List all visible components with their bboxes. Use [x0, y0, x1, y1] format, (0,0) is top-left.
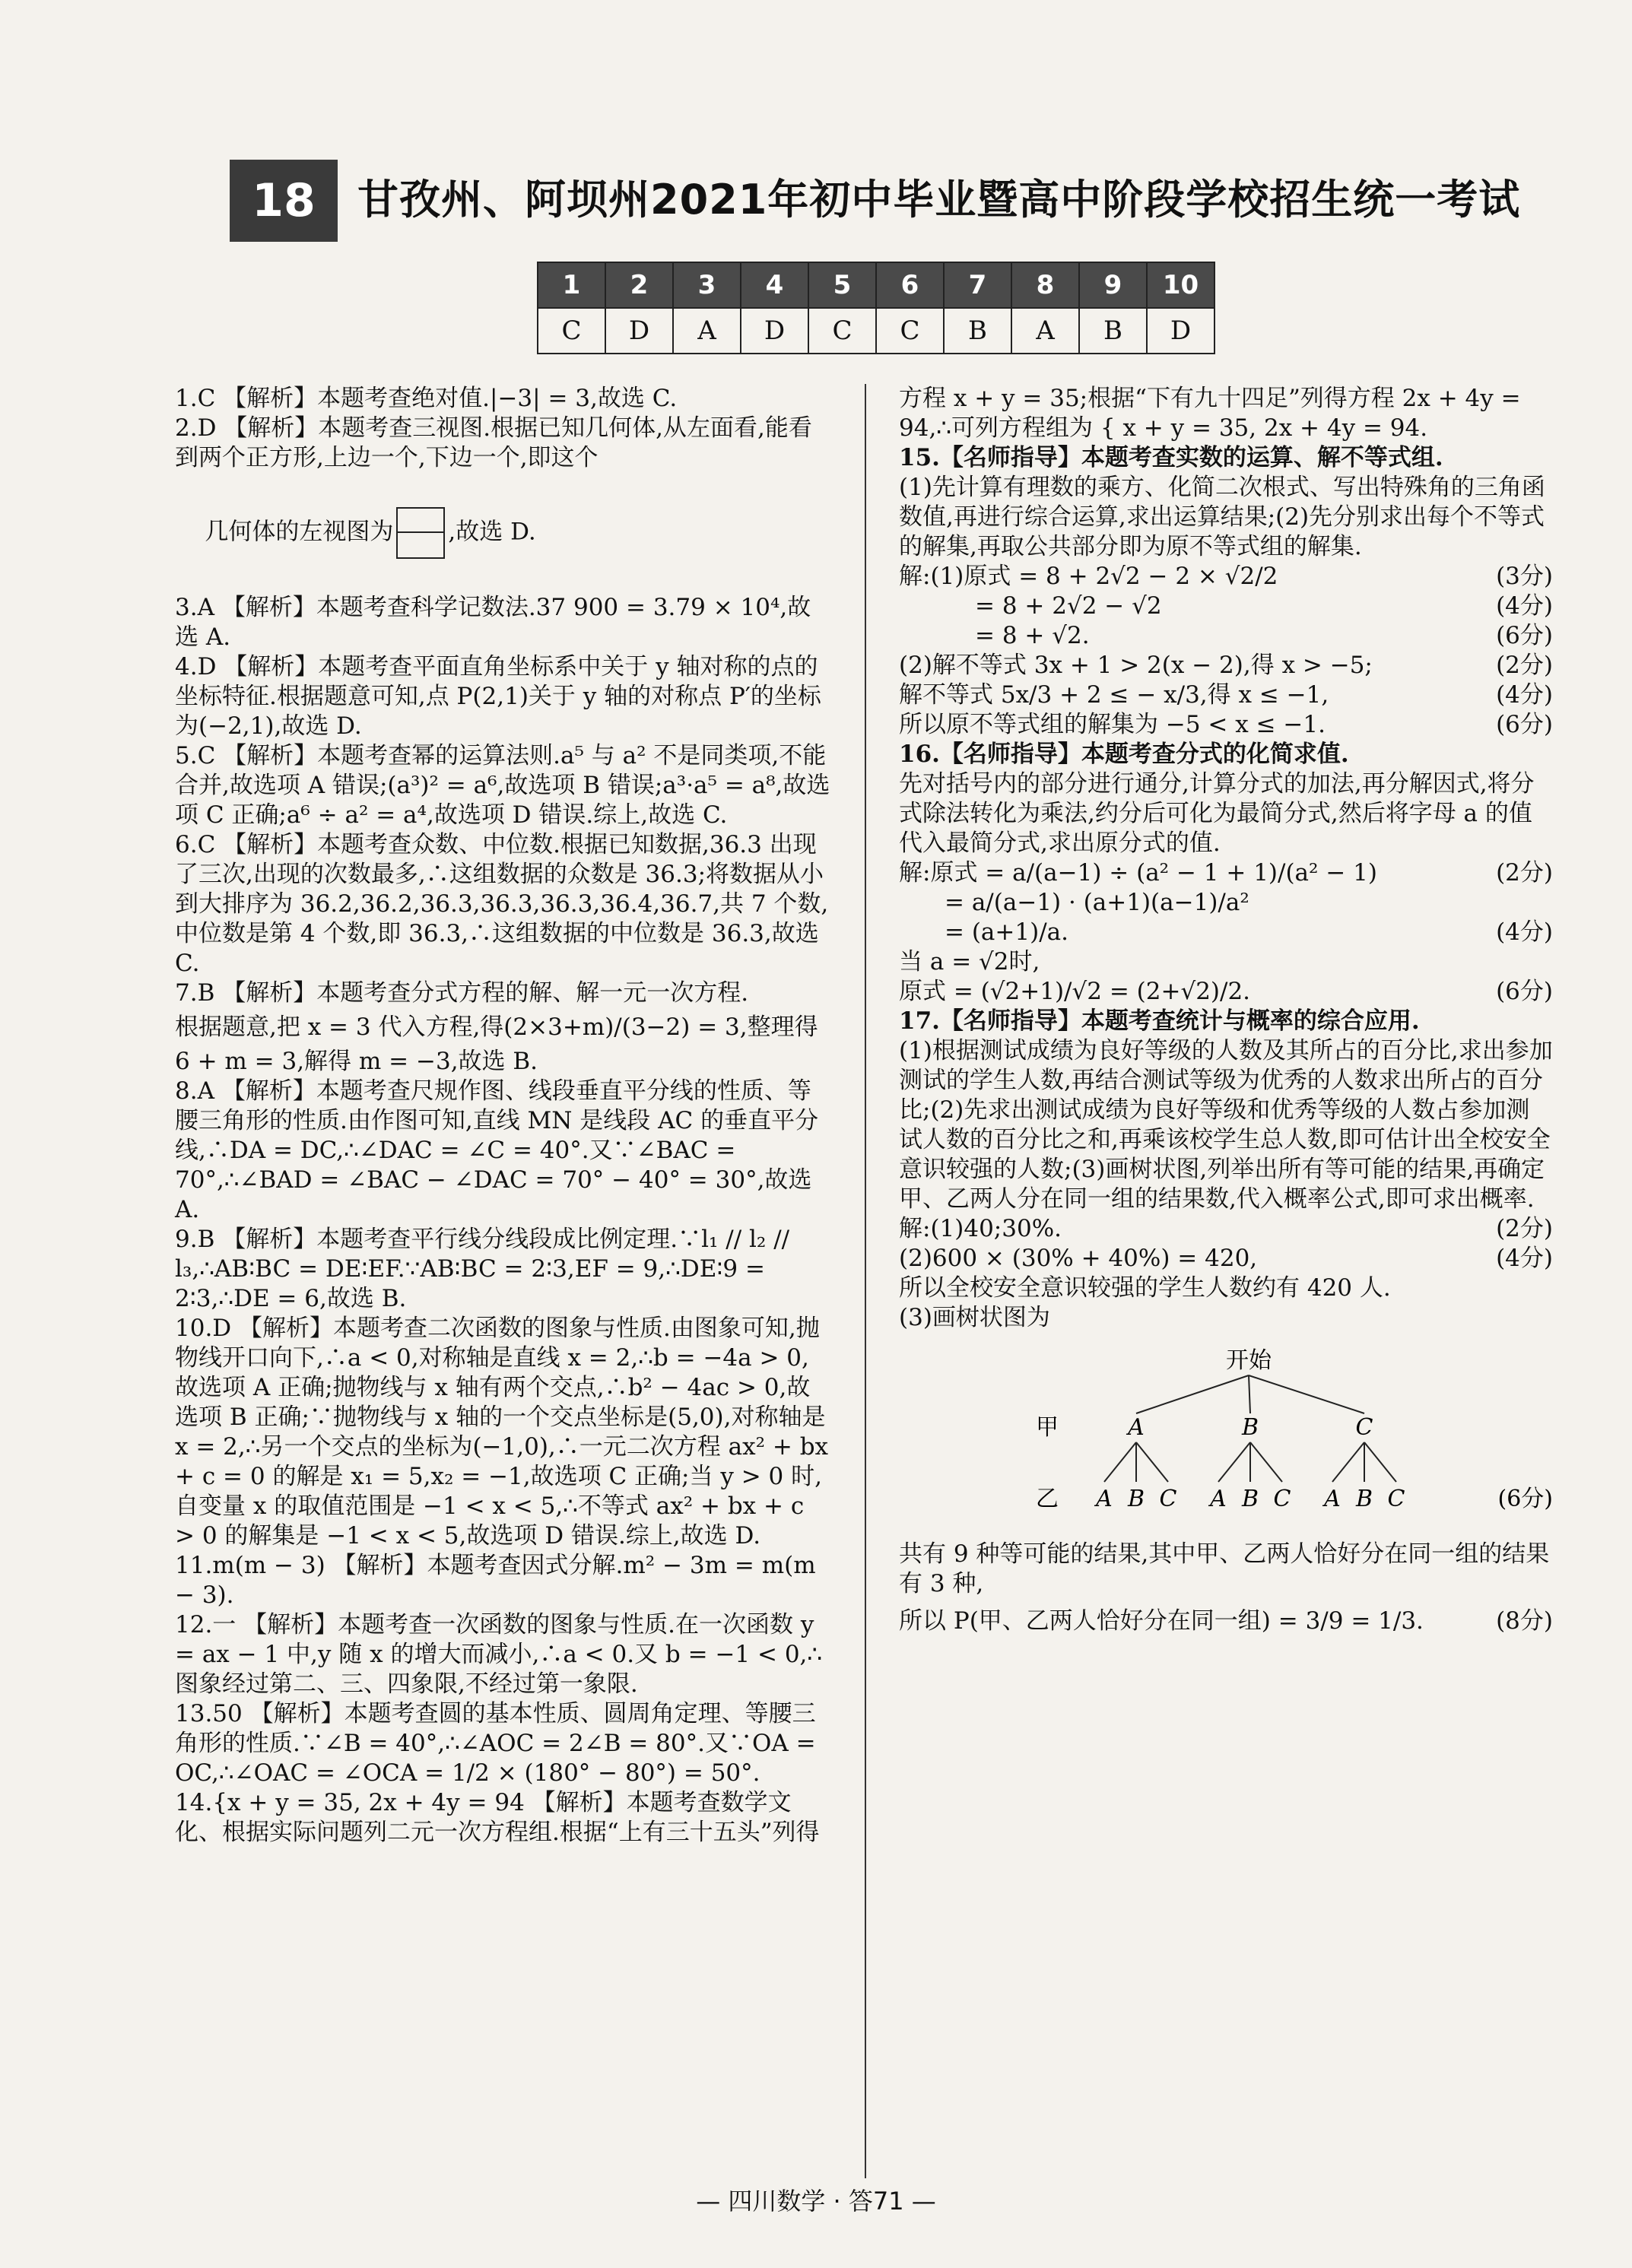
step-text: 解:(1)40;30%.: [899, 1215, 1062, 1242]
q-number: 9: [1079, 262, 1147, 308]
tree-edge: [1250, 1442, 1282, 1482]
step-text: 原式 = (√2+1)/√2 = (2+√2)/2.: [899, 978, 1251, 1005]
tree-label-yi: 乙: [1036, 1486, 1059, 1512]
step-text: = 8 + 2√2 − √2: [975, 592, 1162, 620]
step-text: = 8 + √2.: [975, 622, 1090, 649]
q-number: 1: [538, 262, 605, 308]
answer-17-guide: (1)根据测试成绩为良好等级的人数及其所占的百分比,求出参加测试的学生人数,再结合测试等级为优秀的人数求出所占的百分比;(2)先求出测试成绩为良好等级和优秀等级的人数占参加测试人数的百分比之和,再乘该校学生总人数,即可估计出全校安全意识较强的人数;(3)画树状图,列举出所有等可能的结果,再确定甲、乙两人分在同一组的结果数,代入概率公式,即可求出概率.: [899, 1037, 1553, 1213]
left-column: [175, 384, 836, 1848]
answer-17-head: 17.【名师指导】本题考查统计与概率的综合应用.: [899, 1007, 1420, 1035]
step-text: 解:原式 = a/(a−1) ÷ (a² − 1 + 1)/(a² − 1): [899, 859, 1377, 887]
answer-10: 10.D 【解析】本题考查二次函数的图象与性质.由图象可知,抛物线开口向下,∴a < 0,对称轴是直线 x = 2,∴b = −4a > 0,故选项 A 正确;抛物线与 x 轴有两个交点,∴b² − 4ac > 0,故选项 B 正确;∵抛物线与 x 轴的一个交点坐标是(5,0),对称轴是 x = 2,∴另一个交点的坐标为(−1,0),∴一元二次方程 ax² + bx + c = 0 的解是 x₁ = 5,x₂ = −1,故选项 C 正确;当 y > 0 时,自变量 x 的取值范围是 −1 < x < 5,∴不等式 ax² + bx + c > 0 的解集是 −1 < x < 5,故选项 D 错误.综上,故选 D.: [175, 1315, 836, 1550]
answer-2-tail: ,故选 D.: [448, 518, 536, 546]
answer-cell: D: [605, 308, 673, 354]
column-divider: [865, 384, 866, 2178]
answer-cell: D: [1147, 308, 1214, 354]
answer-cell: C: [876, 308, 944, 354]
answer-cell: C: [808, 308, 876, 354]
q-number: 8: [1011, 262, 1079, 308]
tree-root-label: 开始: [1226, 1347, 1272, 1374]
step-text: = a/(a−1) · (a+1)(a−1)/a²: [945, 889, 1249, 916]
q-number: 10: [1147, 262, 1214, 308]
score: (4分): [1496, 1245, 1553, 1272]
page-title: 甘孜州、阿坝州2021年初中毕业暨高中阶段学校招生统一考试: [357, 176, 1521, 224]
answer-2-figure-line: [175, 477, 830, 588]
tree-leaf: C: [1273, 1486, 1291, 1512]
answer-cell: A: [1011, 308, 1079, 354]
q-number: 4: [741, 262, 808, 308]
score: (8分): [1496, 1607, 1553, 1635]
answer-15-step: [899, 651, 1553, 680]
tree-leaf: C: [1159, 1486, 1177, 1512]
q-number: 6: [876, 262, 944, 308]
answer-2: 2.D 【解析】本题考查三视图.根据已知几何体,从左面看,能看到两个正方形,上边一个,下边一个,即这个: [175, 414, 812, 471]
tree-node-c: C: [1355, 1414, 1373, 1441]
score: (4分): [1496, 681, 1553, 709]
score: (2分): [1496, 859, 1553, 887]
answer-cell: C: [538, 308, 605, 354]
answer-15-step: [899, 621, 1553, 651]
tree-node-a: A: [1128, 1414, 1145, 1441]
tree-leaf: A: [1324, 1486, 1341, 1512]
answer-7-line2: 根据题意,把 x = 3 代入方程,得(2×3+m)/(3−2) = 3,整理得: [175, 1013, 818, 1041]
answer-16-head: 16.【名师指导】本题考查分式的化简求值.: [899, 741, 1349, 768]
tree-diagram: [899, 1345, 1553, 1535]
tree-edge: [1364, 1442, 1396, 1482]
score: (3分): [1496, 563, 1553, 590]
score: (6分): [1496, 622, 1553, 649]
answer-cell: B: [1079, 308, 1147, 354]
step-text: (2)600 × (30% + 40%) = 420,: [899, 1245, 1258, 1272]
answer-12: 12.一 【解析】本题考查一次函数的图象与性质.在一次函数 y = ax − 1 中,y 随 x 的增大而减小,∴a < 0.又 b = −1 < 0,∴图象经过第二、三、四象限,不经过第一象限.: [175, 1611, 823, 1698]
score: (4分): [1496, 592, 1553, 620]
step-text: 所以原不等式组的解集为 −5 < x ≤ −1.: [899, 711, 1326, 738]
answer-15-head: 15.【名师指导】本题考查实数的运算、解不等式组.: [899, 444, 1443, 471]
answer-17-step: (3)画树状图为: [899, 1304, 1050, 1331]
answer-16-step: [899, 858, 1553, 888]
answer-table-row: [538, 308, 1214, 354]
answer-15-guide: (1)先计算有理数的乘方、化简二次根式、写出特殊角的三角函数值,再进行综合运算,求出运算结果;(2)先分别求出每个不等式的解集,再取公共部分即为原不等式组的解集.: [899, 474, 1545, 560]
answer-16-step: [899, 918, 1553, 947]
answer-17-step: [899, 1607, 1553, 1636]
answer-cell: D: [741, 308, 808, 354]
tree-node-b: B: [1241, 1414, 1259, 1441]
answer-17-step: [899, 1244, 1553, 1274]
score: (2分): [1496, 1215, 1553, 1242]
left-view-figure-icon: [396, 507, 445, 559]
answer-8: 8.A 【解析】本题考查尺规作图、线段垂直平分线的性质、等腰三角形的性质.由作图可知,直线 MN 是线段 AC 的垂直平分线,∴DA = DC,∴∠DAC = ∠C = 40°.又∵∠BAC = 70°,∴∠BAD = ∠BAC − ∠DAC = 70° − 40° = 30°,故选 A.: [175, 1077, 820, 1223]
q-number: 5: [808, 262, 876, 308]
score: (4分): [1496, 918, 1553, 946]
answer-14-cont: 方程 x + y = 35;根据“下有九十四足”列得方程 2x + 4y = 94,∴可列方程组为 { x + y = 35, 2x + 4y = 94.: [899, 385, 1529, 442]
answer-table-header: [538, 262, 1214, 308]
step-text: 所以 P(甲、乙两人恰好分在同一组) = 3/9 = 1/3.: [899, 1607, 1424, 1635]
tree-leaf: A: [1096, 1486, 1113, 1512]
score: (6分): [1496, 978, 1553, 1005]
step-text: = (a+1)/a.: [945, 918, 1068, 946]
answer-9: 9.B 【解析】本题考查平行线分线段成比例定理.∵l₁ // l₂ // l₃,∴AB∶BC = DE∶EF.∵AB∶BC = 2∶3,EF = 9,∴DE∶9 = 2∶3,∴DE = 6,故选 B.: [175, 1226, 797, 1312]
score: (6分): [1496, 711, 1553, 738]
q-number: 2: [605, 262, 673, 308]
tree-leaf: B: [1241, 1486, 1259, 1512]
answer-1: 1.C 【解析】本题考查绝对值.|−3| = 3,故选 C.: [175, 385, 678, 412]
q-number: 7: [944, 262, 1011, 308]
answer-5: 5.C 【解析】本题考查幂的运算法则.a⁵ 与 a² 不是同类项,不能合并,故选项 A 错误;(a³)² = a⁶,故选项 B 错误;a³·a⁵ = a⁸,故选项 C 正确;a⁶ ÷ a² = a⁴,故选项 D 错误.综上,故选 C.: [175, 742, 830, 829]
right-column: [899, 384, 1553, 1636]
answer-3: 3.A 【解析】本题考查科学记数法.37 900 = 3.79 × 10⁴,故选 A.: [175, 594, 811, 651]
answer-16-step: 当 a = √2时,: [899, 948, 1040, 975]
answer-4: 4.D 【解析】本题考查平面直角坐标系中关于 y 轴对称的点的坐标特征.根据题意可知,点 P(2,1)关于 y 轴的对称点 P′的坐标为(−2,1),故选 D.: [175, 653, 821, 740]
tree-edge: [1249, 1375, 1250, 1413]
tree-leaf: C: [1387, 1486, 1405, 1512]
answer-14: 14.{x + y = 35, 2x + 4y = 94 【解析】本题考查数学文化、根据实际问题列二元一次方程组.根据“上有三十五头”列得: [175, 1789, 820, 1846]
answer-16-guide: 先对括号内的部分进行通分,计算分式的加法,再分解因式,将分式除法转化为乘法,约分后可化为最简分式,然后将字母 a 的值代入最简分式,求出原分式的值.: [899, 770, 1535, 857]
answer-2-text: 几何体的左视图为: [205, 518, 394, 546]
answer-table: [537, 262, 1215, 354]
tree-edge: [1136, 1442, 1168, 1482]
answer-16-step: [899, 977, 1553, 1007]
answer-11: 11.m(m − 3) 【解析】本题考查因式分解.m² − 3m = m(m − 3).: [175, 1552, 824, 1609]
answer-15-step: [899, 562, 1553, 592]
answer-6: 6.C 【解析】本题考查众数、中位数.根据已知数据,36.3 出现了三次,出现的次数最多,∴这组数据的众数是 36.3;将数据从小到大排序为 36.2,36.2,36.3,36.3,36.3,36.4,36.7,共 7 个数,中位数是第 4 个数,即 36.3,∴这组数据的中位数是 36.3,故选 C.: [175, 831, 829, 977]
tree-leaf: A: [1210, 1486, 1227, 1512]
score: (2分): [1496, 652, 1553, 679]
tree-score: (6分): [1497, 1486, 1553, 1512]
tree-edge: [1136, 1375, 1249, 1413]
answer-17-step: 所以全校安全意识较强的学生人数约有 420 人.: [899, 1274, 1391, 1302]
tree-edge: [1218, 1442, 1250, 1482]
answer-cell: B: [944, 308, 1011, 354]
answer-7: 7.B 【解析】本题考查分式方程的解、解一元一次方程.: [175, 979, 749, 1007]
tree-edge: [1104, 1442, 1136, 1482]
step-text: 解不等式 5x/3 + 2 ≤ − x/3,得 x ≤ −1,: [899, 681, 1329, 709]
page-header: [230, 160, 1521, 242]
answer-15-step: [899, 680, 1553, 710]
tree-diagram-svg: [899, 1345, 1553, 1527]
answer-17-step: [899, 1214, 1553, 1244]
tree-label-jia: 甲: [1036, 1414, 1059, 1441]
q-number: 3: [673, 262, 741, 308]
step-text: 解:(1)原式 = 8 + 2√2 − 2 × √2/2: [899, 563, 1278, 590]
answer-cell: A: [673, 308, 741, 354]
answer-15-step: [899, 710, 1553, 740]
paper-number: 18: [230, 160, 338, 242]
step-text: (2)解不等式 3x + 1 > 2(x − 2),得 x > −5;: [899, 652, 1373, 679]
answer-7-line3: 6 + m = 3,解得 m = −3,故选 B.: [175, 1048, 538, 1075]
answer-16-step: [899, 888, 1553, 918]
tree-leaf: B: [1127, 1486, 1145, 1512]
tree-leaf: B: [1355, 1486, 1373, 1512]
page-footer: — 四川数学 · 答71 —: [696, 2187, 936, 2216]
tree-edge: [1332, 1442, 1364, 1482]
tree-edge: [1249, 1375, 1364, 1413]
answer-13: 13.50 【解析】本题考查圆的基本性质、圆周角定理、等腰三角形的性质.∵∠B = 40°,∴∠AOC = 2∠B = 80°.又∵OA = OC,∴∠OAC = ∠OCA = 1/2 × (180° − 80°) = 50°.: [175, 1700, 824, 1787]
answer-17-step: 共有 9 种等可能的结果,其中甲、乙两人恰好分在同一组的结果有 3 种,: [899, 1540, 1550, 1597]
answer-15-step: [899, 592, 1553, 621]
